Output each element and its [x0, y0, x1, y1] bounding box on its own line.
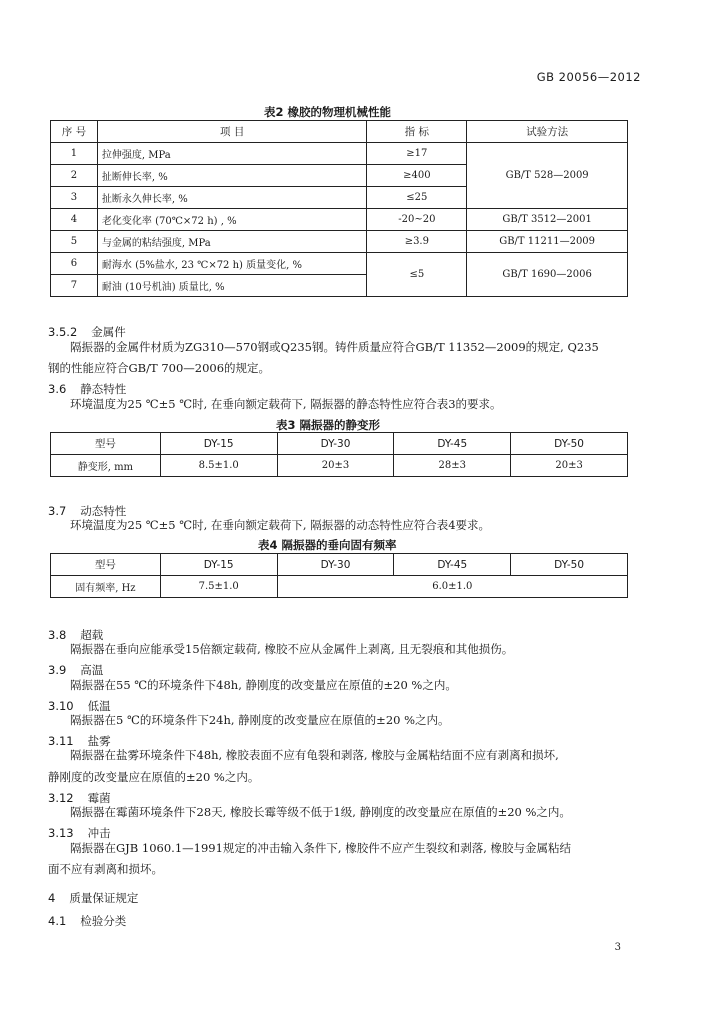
table-row	[51, 209, 628, 231]
section-3-11-text-2: 静刚度的改变量应在原值的±20 %之内。	[48, 770, 260, 784]
header-dy50: DY-50	[511, 433, 628, 455]
table3-caption: 表3 隔振器的静变形	[276, 418, 381, 432]
header-dy30: DY-30	[277, 433, 394, 455]
value-dy15: 7.5±1.0	[160, 576, 277, 598]
section-3-6-heading: 3.6 静态特性	[48, 382, 127, 396]
table-row	[51, 143, 628, 165]
table4-caption: 表4 隔振器的垂向固有频率	[258, 538, 397, 552]
section-3-11-text-1: 隔振器在盐雾环境条件下48h, 橡胶表面不应有龟裂和剥落, 橡胶与金属粘结面不应有剥离和损坏,	[70, 748, 559, 762]
section-3-11-heading: 3.11 盐雾	[48, 734, 111, 748]
row-item: 耐油 (10号机油) 质量比, %	[97, 275, 366, 297]
table2-header-item: 项 目	[97, 121, 366, 143]
value-dy30: 20±3	[277, 455, 394, 477]
row-method: GB/T 528—2009	[467, 143, 628, 209]
value-dy15: 8.5±1.0	[160, 455, 277, 477]
value-dy50: 20±3	[511, 455, 628, 477]
section-3-9-text: 隔振器在55 ℃的环境条件下48h, 静刚度的改变量应在原值的±20 %之内。	[70, 678, 457, 692]
header-model: 型号	[51, 554, 161, 576]
section-4-heading: 4 质量保证规定	[48, 891, 139, 905]
table2	[50, 120, 628, 297]
value-dy45: 28±3	[394, 455, 511, 477]
row-value: ≥3.9	[367, 231, 467, 253]
row-no: 1	[51, 143, 98, 165]
table-row	[51, 455, 628, 477]
table2-header-value: 指 标	[367, 121, 467, 143]
row-item: 扯断伸长率, %	[97, 165, 366, 187]
table3-header-row	[51, 433, 628, 455]
section-3-13-text-1: 隔振器在GJB 1060.1—1991规定的冲击输入条件下, 橡胶件不应产生裂纹和剥落, 橡胶与金属粘结	[70, 841, 572, 855]
row-method: GB/T 1690—2006	[467, 253, 628, 297]
table-row	[51, 253, 628, 275]
row-item: 耐海水 (5%盐水, 23 ℃×72 h) 质量变化, %	[97, 253, 366, 275]
row-value: ≤25	[367, 187, 467, 209]
section-3-5-2-text-1: 隔振器的金属件材质为ZG310—570钢或Q235钢。铸件质量应符合GB/T 11352—2009的规定, Q235	[70, 340, 599, 354]
table-row	[51, 231, 628, 253]
section-3-5-2-heading: 3.5.2 金属件	[48, 325, 126, 339]
section-3-5-2-text-2: 钢的性能应符合GB/T 700—2006的规定。	[48, 361, 271, 375]
row-no: 2	[51, 165, 98, 187]
standard-number: GB 20056—2012	[536, 70, 641, 84]
section-3-8-text: 隔振器在垂向应能承受15倍额定载荷, 橡胶不应从金属件上剥离, 且无裂痕和其他损伤。	[70, 642, 514, 656]
row-value: ≥400	[367, 165, 467, 187]
section-4-1-heading: 4.1 检验分类	[48, 914, 127, 928]
page-number: 3	[614, 942, 621, 953]
row-item: 老化变化率 (70℃×72 h) , %	[97, 209, 366, 231]
section-3-9-heading: 3.9 高温	[48, 663, 104, 677]
section-3-10-text: 隔振器在5 ℃的环境条件下24h, 静刚度的改变量应在原值的±20 %之内。	[70, 713, 450, 727]
row-value: -20~20	[367, 209, 467, 231]
row-value: ≤5	[367, 253, 467, 297]
header-dy50: DY-50	[511, 554, 628, 576]
row-value: ≥17	[367, 143, 467, 165]
row-item: 扯断永久伸长率, %	[97, 187, 366, 209]
section-3-7-text: 环境温度为25 ℃±5 ℃时, 在垂向额定载荷下, 隔振器的动态特性应符合表4要求。	[70, 518, 491, 532]
table2-caption: 表2 橡胶的物理机械性能	[264, 105, 392, 119]
section-3-6-text: 环境温度为25 ℃±5 ℃时, 在垂向额定载荷下, 隔振器的静态特性应符合表3的要求。	[70, 397, 502, 411]
row-method: GB/T 3512—2001	[467, 209, 628, 231]
row-item: 拉伸强度, MPa	[97, 143, 366, 165]
section-3-12-text: 隔振器在霉菌环境条件下28天, 橡胶长霉等级不低于1级, 静刚度的改变量应在原值的±20 %之内。	[70, 805, 571, 819]
row-no: 7	[51, 275, 98, 297]
section-3-8-heading: 3.8 超载	[48, 628, 104, 642]
header-dy45: DY-45	[394, 554, 511, 576]
header-dy30: DY-30	[277, 554, 394, 576]
row-method: GB/T 11211—2009	[467, 231, 628, 253]
table4	[50, 553, 628, 598]
row-no: 6	[51, 253, 98, 275]
row-no: 5	[51, 231, 98, 253]
row-label: 固有频率, Hz	[51, 576, 161, 598]
header-model: 型号	[51, 433, 161, 455]
row-label: 静变形, mm	[51, 455, 161, 477]
table3	[50, 432, 628, 477]
header-dy45: DY-45	[394, 433, 511, 455]
table2-header-row	[51, 121, 628, 143]
row-no: 4	[51, 209, 98, 231]
section-3-13-text-2: 面不应有剥离和损坏。	[48, 862, 163, 876]
header-dy15: DY-15	[160, 433, 277, 455]
section-3-10-heading: 3.10 低温	[48, 699, 111, 713]
row-no: 3	[51, 187, 98, 209]
row-item: 与金属的粘结强度, MPa	[97, 231, 366, 253]
table-row	[51, 576, 628, 598]
table2-header-method: 试验方法	[467, 121, 628, 143]
section-3-7-heading: 3.7 动态特性	[48, 504, 127, 518]
section-3-12-heading: 3.12 霉菌	[48, 791, 111, 805]
table2-header-no: 序 号	[51, 121, 98, 143]
table4-header-row	[51, 554, 628, 576]
section-3-13-heading: 3.13 冲击	[48, 826, 111, 840]
header-dy15: DY-15	[160, 554, 277, 576]
value-dy30-50: 6.0±1.0	[277, 576, 627, 598]
